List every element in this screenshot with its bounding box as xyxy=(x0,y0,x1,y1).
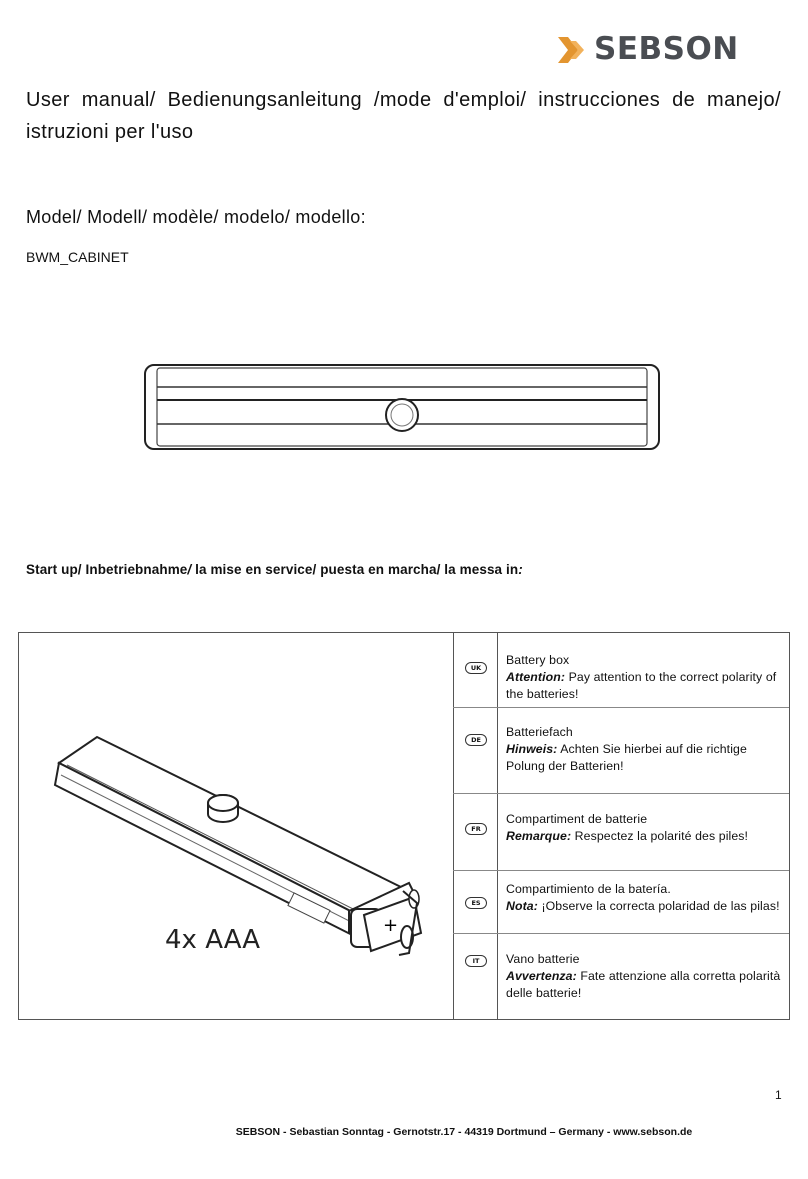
double-chevron-icon xyxy=(556,35,590,65)
flag-es-icon: ES xyxy=(465,897,487,909)
flag-uk-icon: UK xyxy=(465,662,487,674)
page-title: User manual/ Bedienungsanleitung /mode d'emploi/ instrucciones de manejo/ istruzioni per l'uso xyxy=(26,89,781,143)
page-number: 1 xyxy=(775,1088,782,1102)
battery-compartment-illustration xyxy=(19,633,453,1019)
flag-fr-icon: FR xyxy=(465,823,487,835)
brand-logo xyxy=(556,31,739,67)
instruction-it: Vano batterie Avvertenza: Fate attenzione alla corretta polarità delle batterie! xyxy=(506,952,781,1000)
instruction-uk: Battery box Attention: Pay attention to the correct polarity of the batteries! xyxy=(506,653,777,701)
flag-de-icon: DE xyxy=(465,734,487,746)
page-footer: SEBSON - Sebastian Sonntag - Gernotstr.17 - 44319 Dortmund – Germany - www.sebson.de xyxy=(235,1126,693,1138)
product-front-view-illustration xyxy=(143,362,663,457)
startup-heading: Start up/ Inbetriebnahme/ la mise en service/ puesta en marcha/ la messa in: xyxy=(26,562,523,577)
instruction-text-column xyxy=(498,633,789,1019)
model-label: Model/ Modell/ modèle/ modelo/ modello: xyxy=(26,207,366,227)
instruction-fr: Compartiment de batterie Remarque: Respectez la polarité des piles! xyxy=(506,812,749,843)
battery-count-label: 4x AAA xyxy=(165,925,260,955)
flag-column xyxy=(453,633,498,1019)
flag-it-icon: IT xyxy=(465,955,487,967)
logo-text: SEBSON xyxy=(594,31,739,67)
model-value: BWM_CABINET xyxy=(26,249,129,265)
instruction-es: Compartimiento de la batería. Nota: ¡Observe la correcta polaridad de las pilas! xyxy=(506,882,780,913)
instructions-table xyxy=(18,632,790,1020)
instruction-de: Batteriefach Hinweis: Achten Sie hierbei auf die richtige Polung der Batterien! xyxy=(506,725,747,773)
battery-plus-sign: + xyxy=(383,915,399,936)
